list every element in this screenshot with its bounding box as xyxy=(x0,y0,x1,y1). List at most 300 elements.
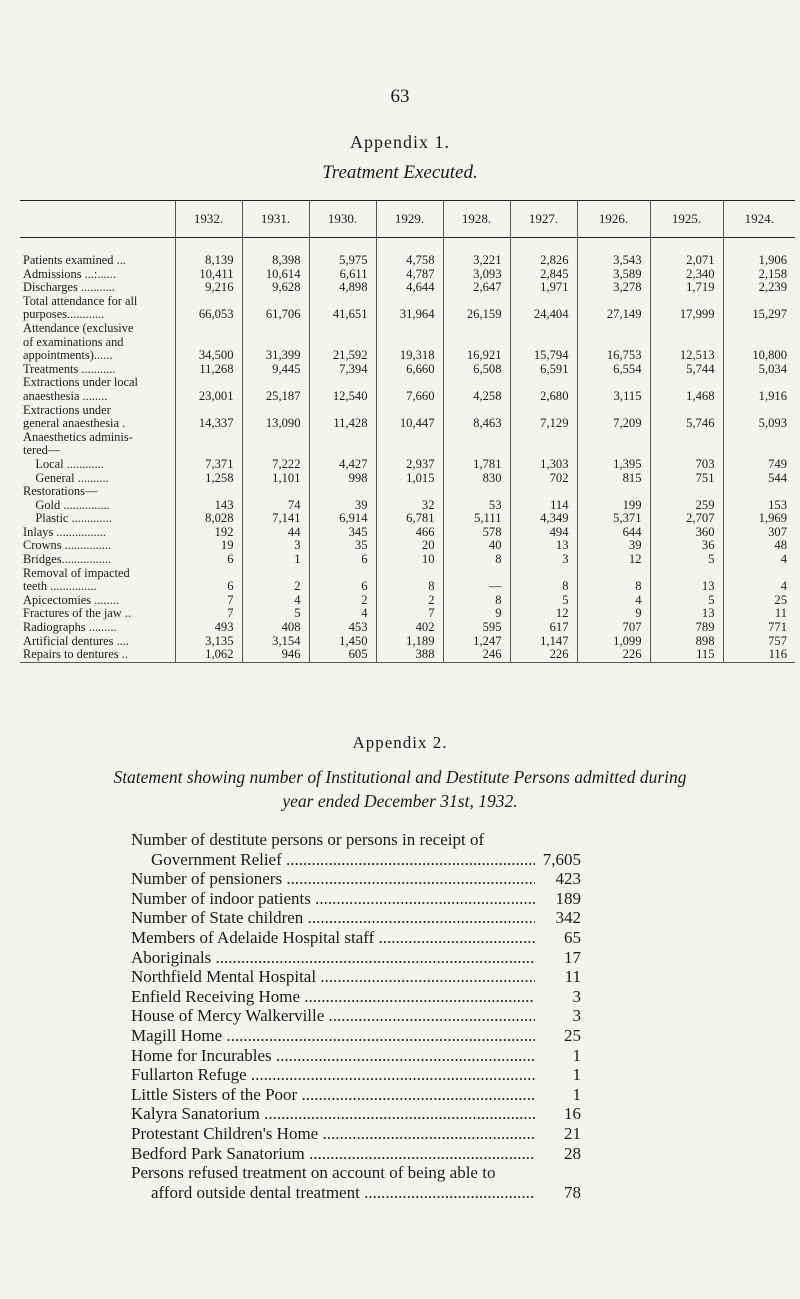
row-label-line: teeth ............... xyxy=(23,579,97,594)
table-cell: 15,297 xyxy=(723,295,795,322)
table-row xyxy=(20,295,795,322)
year-header: 1924. xyxy=(723,201,795,238)
table-header-row xyxy=(20,201,795,238)
table-cell: 11 xyxy=(723,607,795,621)
table-cell: 8,463 xyxy=(443,404,510,431)
list-item-row xyxy=(131,948,581,968)
table-cell: 143 xyxy=(175,485,242,512)
table-cell: 5 xyxy=(242,607,309,621)
row-label xyxy=(20,512,175,526)
table-cell: 1,101 xyxy=(242,472,309,486)
table-cell: 8 xyxy=(510,567,577,594)
list-item-value: 1 xyxy=(572,1084,581,1104)
appendix-2-subtitle xyxy=(0,765,800,813)
table-cell: 1,147 xyxy=(510,635,577,649)
appendix-2-subtitle-line-2: year ended December 31st, 1932. xyxy=(282,791,518,811)
table-cell: 5,034 xyxy=(723,363,795,377)
row-label-line: Gold ............... xyxy=(23,497,110,512)
list-item xyxy=(131,889,581,909)
table-cell: 41,651 xyxy=(309,295,376,322)
table-cell: 2,071 xyxy=(650,238,723,268)
table-cell: 10,447 xyxy=(376,404,443,431)
table-cell: 2 xyxy=(376,594,443,608)
table-row xyxy=(20,363,795,377)
list-item-value: 25 xyxy=(564,1025,581,1045)
list-item xyxy=(131,830,581,869)
row-label xyxy=(20,268,175,282)
table-cell: 74 xyxy=(242,485,309,512)
table-row xyxy=(20,621,795,635)
list-item-row xyxy=(131,967,581,987)
table-cell: 3,221 xyxy=(443,238,510,268)
table-cell: 15,794 xyxy=(510,322,577,363)
table-cell: 815 xyxy=(577,472,650,486)
table-cell: 3,589 xyxy=(577,268,650,282)
year-header: 1930. xyxy=(309,201,376,238)
table-cell: 1,015 xyxy=(376,472,443,486)
list-item-row xyxy=(131,908,581,928)
row-label xyxy=(20,322,175,363)
list-item-label: Fullarton Refuge ..... xyxy=(131,1065,535,1085)
table-cell: 8 xyxy=(443,553,510,567)
table-cell: 61,706 xyxy=(242,295,309,322)
table-row xyxy=(20,376,795,403)
table-cell: 5,744 xyxy=(650,363,723,377)
list-item-label-line: Persons refused treatment on account of being able to xyxy=(131,1163,496,1183)
list-item-value: 16 xyxy=(564,1104,581,1124)
row-label-line: purposes............ xyxy=(23,307,105,322)
row-label xyxy=(20,648,175,662)
table-cell: 707 xyxy=(577,621,650,635)
list-item-value: 1 xyxy=(572,1045,581,1065)
list-item xyxy=(131,987,581,1007)
table-cell: 617 xyxy=(510,621,577,635)
table-cell: 6 xyxy=(309,567,376,594)
table-cell: 1 xyxy=(242,553,309,567)
row-label-line: Local ............ xyxy=(23,456,104,471)
table-cell: 2 xyxy=(309,594,376,608)
list-item-label: Members of Adelaide Hospital staff ..... xyxy=(131,928,535,948)
row-label-line: of examinations and xyxy=(23,334,124,349)
row-label xyxy=(20,553,175,567)
table-cell: 16,753 xyxy=(577,322,650,363)
table-cell: 9 xyxy=(443,607,510,621)
row-label-line: Restorations— xyxy=(23,484,98,499)
list-item-label: Bedford Park Sanatorium ..... xyxy=(131,1144,535,1164)
table-cell: 32 xyxy=(376,485,443,512)
table-cell: 1,258 xyxy=(175,472,242,486)
table-cell: 8 xyxy=(443,594,510,608)
list-item xyxy=(131,1124,581,1144)
table-cell: 493 xyxy=(175,621,242,635)
table-cell: 226 xyxy=(577,648,650,662)
year-header: 1931. xyxy=(242,201,309,238)
table-cell: 4,898 xyxy=(309,281,376,295)
table-cell: 40 xyxy=(443,539,510,553)
list-item xyxy=(131,1163,581,1202)
table-cell: 1,450 xyxy=(309,635,376,649)
table-cell: 3,115 xyxy=(577,376,650,403)
list-item-value: 1 xyxy=(572,1065,581,1085)
list-item-label-line: Number of destitute persons or persons in receipt of xyxy=(131,830,485,849)
table-row xyxy=(20,281,795,295)
table-cell: 7,129 xyxy=(510,404,577,431)
table-cell: 4,349 xyxy=(510,512,577,526)
table-cell: 34,500 xyxy=(175,322,242,363)
table-cell: 10 xyxy=(376,553,443,567)
table-cell: 360 xyxy=(650,526,723,540)
table-cell: 27,149 xyxy=(577,295,650,322)
list-item-label: Northfield Mental Hospital ..... xyxy=(131,967,535,987)
table-cell: 5,371 xyxy=(577,512,650,526)
table-cell: 199 xyxy=(577,485,650,512)
list-item-value: 189 xyxy=(555,888,581,908)
list-item-row xyxy=(131,1183,581,1203)
list-item xyxy=(131,1085,581,1105)
table-cell: 5,093 xyxy=(723,404,795,431)
table-cell: 5 xyxy=(650,594,723,608)
table-cell: 2,826 xyxy=(510,238,577,268)
list-item-row xyxy=(131,850,581,870)
table-cell: 9,445 xyxy=(242,363,309,377)
table-cell: 7,394 xyxy=(309,363,376,377)
table-row xyxy=(20,553,795,567)
table-cell: 1,719 xyxy=(650,281,723,295)
row-label-line: Discharges ........... xyxy=(23,280,115,295)
row-label-line: Removal of impacted xyxy=(23,565,130,580)
table-cell: 6,611 xyxy=(309,268,376,282)
table-cell: 578 xyxy=(443,526,510,540)
table-cell: 192 xyxy=(175,526,242,540)
list-item-value: 65 xyxy=(564,927,581,947)
row-label-line: General .......... xyxy=(23,470,109,485)
table-cell: 246 xyxy=(443,648,510,662)
row-label-line: tered— xyxy=(23,443,61,458)
table-cell: 2,845 xyxy=(510,268,577,282)
list-item-label: Magill Home ..... xyxy=(131,1026,535,1046)
table-cell: 115 xyxy=(650,648,723,662)
list-item-row xyxy=(131,1006,581,1026)
table-cell: 7 xyxy=(376,607,443,621)
table-cell: 24,404 xyxy=(510,295,577,322)
list-item-label: Home for Incurables ..... xyxy=(131,1046,535,1066)
row-label xyxy=(20,539,175,553)
table-cell: 13 xyxy=(650,567,723,594)
table-cell: 11,428 xyxy=(309,404,376,431)
table-cell: 25,187 xyxy=(242,376,309,403)
appendix-2-title: Appendix 2. xyxy=(352,733,448,752)
year-header: 1926. xyxy=(577,201,650,238)
list-item-value: 3 xyxy=(572,986,581,1006)
list-item-row xyxy=(131,1065,581,1085)
table-cell: 453 xyxy=(309,621,376,635)
table-cell: 35 xyxy=(309,539,376,553)
table-cell: 1,303 xyxy=(510,431,577,472)
table-cell: 8 xyxy=(577,567,650,594)
table-cell: 6 xyxy=(175,567,242,594)
table-cell: 702 xyxy=(510,472,577,486)
table-cell: 1,971 xyxy=(510,281,577,295)
row-label-line: Extractions under local xyxy=(23,375,138,390)
table-cell: 3,278 xyxy=(577,281,650,295)
list-item-row xyxy=(131,1085,581,1105)
row-label-line: anaesthesia ........ xyxy=(23,388,108,403)
table-cell: 307 xyxy=(723,526,795,540)
appendix-1-subtitle: Treatment Executed. xyxy=(322,162,478,183)
table-cell: 5,111 xyxy=(443,512,510,526)
table-cell: 2 xyxy=(242,567,309,594)
table-cell: 466 xyxy=(376,526,443,540)
year-header: 1927. xyxy=(510,201,577,238)
table-cell: 2,158 xyxy=(723,268,795,282)
treatment-table-body xyxy=(20,238,795,663)
list-item-label: Number of indoor patients ..... xyxy=(131,889,535,909)
year-header: 1925. xyxy=(650,201,723,238)
table-cell: 494 xyxy=(510,526,577,540)
list-item xyxy=(131,1006,581,1026)
table-cell: 8,398 xyxy=(242,238,309,268)
table-cell: 7,209 xyxy=(577,404,650,431)
table-cell: 1,189 xyxy=(376,635,443,649)
list-item-label: Government Relief ..... xyxy=(151,850,535,870)
list-item xyxy=(131,928,581,948)
list-item xyxy=(131,1065,581,1085)
table-cell: 5 xyxy=(650,553,723,567)
table-cell: 388 xyxy=(376,648,443,662)
table-cell: 6,660 xyxy=(376,363,443,377)
table-cell: 7,371 xyxy=(175,431,242,472)
list-item-row xyxy=(131,1046,581,1066)
table-cell: 4 xyxy=(242,594,309,608)
table-cell: 1,395 xyxy=(577,431,650,472)
list-item-label: Enfield Receiving Home ..... xyxy=(131,987,535,1007)
row-label xyxy=(20,526,175,540)
row-label xyxy=(20,363,175,377)
header-blank xyxy=(20,201,175,238)
table-row xyxy=(20,268,795,282)
table-cell: 26,159 xyxy=(443,295,510,322)
page-number: 63 xyxy=(390,86,410,107)
list-item-value: 423 xyxy=(555,869,581,889)
table-cell: 9,216 xyxy=(175,281,242,295)
row-label xyxy=(20,621,175,635)
table-cell: 9 xyxy=(577,607,650,621)
table-row xyxy=(20,648,795,662)
table-cell: 36 xyxy=(650,539,723,553)
table-cell: 4,758 xyxy=(376,238,443,268)
table-cell: 1,247 xyxy=(443,635,510,649)
table-cell: 3,135 xyxy=(175,635,242,649)
year-header: 1932. xyxy=(175,201,242,238)
table-cell: 4,787 xyxy=(376,268,443,282)
table-cell: 14,337 xyxy=(175,404,242,431)
table-cell: 10,614 xyxy=(242,268,309,282)
list-item xyxy=(131,869,581,889)
list-item xyxy=(131,948,581,968)
table-cell: 25 xyxy=(723,594,795,608)
year-header: 1928. xyxy=(443,201,510,238)
table-row xyxy=(20,485,795,512)
row-label-line: Artificial dentures .... xyxy=(23,633,129,648)
list-item-row xyxy=(131,928,581,948)
table-cell: 9,628 xyxy=(242,281,309,295)
table-cell: 8 xyxy=(376,567,443,594)
table-cell: 19,318 xyxy=(376,322,443,363)
table-cell: 605 xyxy=(309,648,376,662)
table-cell: 6 xyxy=(175,553,242,567)
table-cell: 7,660 xyxy=(376,376,443,403)
list-item xyxy=(131,1104,581,1124)
row-label-line: Admissions ...:...... xyxy=(23,266,116,281)
row-label xyxy=(20,431,175,472)
table-cell: 1,062 xyxy=(175,648,242,662)
table-cell: 12,540 xyxy=(309,376,376,403)
list-item xyxy=(131,908,581,928)
list-item-label: Aboriginals ..... xyxy=(131,948,535,968)
list-item-row xyxy=(131,869,581,889)
list-item-label: Number of pensioners ..... xyxy=(131,869,535,889)
table-cell: 11,268 xyxy=(175,363,242,377)
table-cell: 4,644 xyxy=(376,281,443,295)
row-label-line: general anaesthesia . xyxy=(23,416,126,431)
table-cell: 1,468 xyxy=(650,376,723,403)
table-cell: 13,090 xyxy=(242,404,309,431)
table-cell: 1,969 xyxy=(723,512,795,526)
table-cell: 751 xyxy=(650,472,723,486)
list-item-row xyxy=(131,1104,581,1124)
table-cell: 226 xyxy=(510,648,577,662)
table-cell: 757 xyxy=(723,635,795,649)
table-cell: 4 xyxy=(577,594,650,608)
row-label-line: appointments)...... xyxy=(23,348,113,363)
table-cell: 703 xyxy=(650,431,723,472)
table-row xyxy=(20,594,795,608)
row-label-line: Fractures of the jaw .. xyxy=(23,606,132,621)
table-cell: 12 xyxy=(577,553,650,567)
table-cell: 5,746 xyxy=(650,404,723,431)
table-cell: 6,554 xyxy=(577,363,650,377)
table-cell: 66,053 xyxy=(175,295,242,322)
table-cell: 2,239 xyxy=(723,281,795,295)
table-cell: 2,340 xyxy=(650,268,723,282)
row-label-line: Plastic ............. xyxy=(23,511,112,526)
table-cell: 6,781 xyxy=(376,512,443,526)
table-cell: 12 xyxy=(510,607,577,621)
table-cell: 3,093 xyxy=(443,268,510,282)
table-cell: 5 xyxy=(510,594,577,608)
table-cell: 7 xyxy=(175,607,242,621)
list-item-row xyxy=(131,987,581,1007)
list-item-value: 11 xyxy=(564,967,581,987)
list-item xyxy=(131,1144,581,1164)
list-item-row xyxy=(131,1144,581,1164)
row-label-line: Inlays ................ xyxy=(23,524,106,539)
table-cell: 13 xyxy=(650,607,723,621)
row-label-line: Radiographs ......... xyxy=(23,620,117,635)
table-row xyxy=(20,539,795,553)
table-cell: 21,592 xyxy=(309,322,376,363)
table-row xyxy=(20,567,795,594)
list-item-value: 28 xyxy=(564,1143,581,1163)
table-cell: 4 xyxy=(723,553,795,567)
table-cell: 402 xyxy=(376,621,443,635)
list-item xyxy=(131,967,581,987)
table-cell: 44 xyxy=(242,526,309,540)
list-item-value: 17 xyxy=(564,947,581,967)
table-cell: 1,781 xyxy=(443,431,510,472)
table-cell: 830 xyxy=(443,472,510,486)
table-cell: 6,591 xyxy=(510,363,577,377)
row-label-line: Extractions under xyxy=(23,402,111,417)
row-label xyxy=(20,594,175,608)
table-cell: 259 xyxy=(650,485,723,512)
table-cell: 749 xyxy=(723,431,795,472)
table-cell: 10,800 xyxy=(723,322,795,363)
list-item xyxy=(131,1026,581,1046)
table-cell: 898 xyxy=(650,635,723,649)
table-cell: 114 xyxy=(510,485,577,512)
row-label xyxy=(20,472,175,486)
table-cell: 4,258 xyxy=(443,376,510,403)
row-label xyxy=(20,281,175,295)
table-cell: 2,707 xyxy=(650,512,723,526)
table-cell: 4,427 xyxy=(309,431,376,472)
table-cell: 1,906 xyxy=(723,238,795,268)
table-cell: 12,513 xyxy=(650,322,723,363)
table-row xyxy=(20,322,795,363)
table-cell: 3 xyxy=(242,539,309,553)
list-item-label: Kalyra Sanatorium ..... xyxy=(131,1104,535,1124)
table-cell: 7,222 xyxy=(242,431,309,472)
table-cell: 789 xyxy=(650,621,723,635)
row-label-line: Repairs to dentures .. xyxy=(23,647,128,662)
list-item-label: Little Sisters of the Poor ..... xyxy=(131,1085,535,1105)
list-item-label: afford outside dental treatment ..... xyxy=(151,1183,535,1203)
list-item-row xyxy=(131,1026,581,1046)
table-cell: 3,543 xyxy=(577,238,650,268)
table-cell: 31,964 xyxy=(376,295,443,322)
row-label xyxy=(20,376,175,403)
row-label-line: Attendance (exclusive xyxy=(23,320,134,335)
row-label-line: Treatments ........... xyxy=(23,361,116,376)
table-cell: 2,680 xyxy=(510,376,577,403)
table-cell: 20 xyxy=(376,539,443,553)
table-cell: 39 xyxy=(577,539,650,553)
table-cell: 408 xyxy=(242,621,309,635)
row-label xyxy=(20,238,175,268)
row-label-line: Bridges................ xyxy=(23,552,112,567)
row-label xyxy=(20,567,175,594)
table-row xyxy=(20,635,795,649)
list-item xyxy=(131,1046,581,1066)
treatment-table xyxy=(20,200,795,663)
table-cell: 2,647 xyxy=(443,281,510,295)
table-cell: 116 xyxy=(723,648,795,662)
list-item-value: 7,605 xyxy=(542,849,581,869)
row-label xyxy=(20,607,175,621)
table-cell: 3 xyxy=(510,553,577,567)
table-cell: 544 xyxy=(723,472,795,486)
list-item-value: 78 xyxy=(564,1182,581,1202)
list-item-row xyxy=(131,1124,581,1144)
table-cell: 6,914 xyxy=(309,512,376,526)
table-cell: 998 xyxy=(309,472,376,486)
table-cell: 4 xyxy=(723,567,795,594)
appendix-1-title: Appendix 1. xyxy=(350,132,450,152)
list-item-value: 342 xyxy=(555,908,581,928)
year-header: 1929. xyxy=(376,201,443,238)
table-row xyxy=(20,404,795,431)
